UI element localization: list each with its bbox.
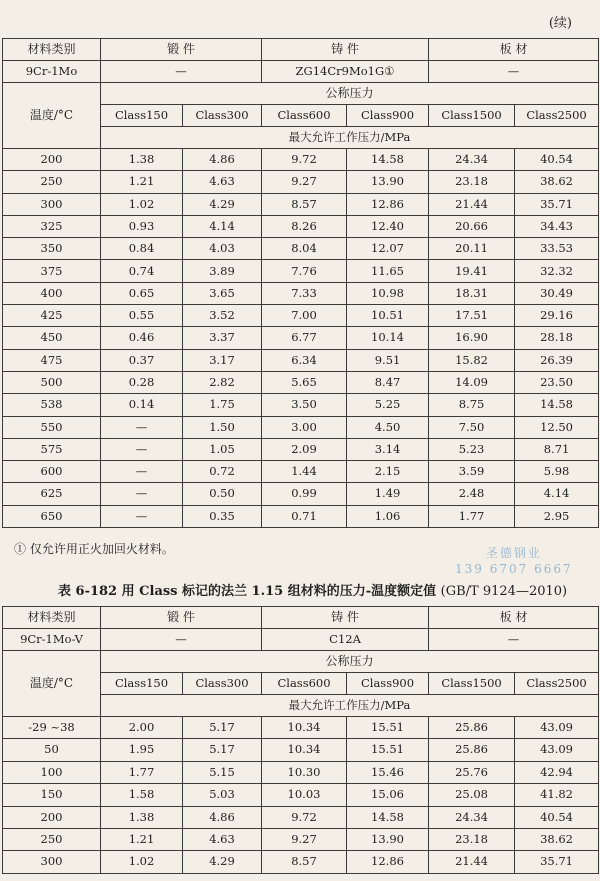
forging-header: 锻 件: [101, 607, 262, 629]
pressure-cell: 8.47: [347, 371, 429, 393]
temperature-cell: 50: [3, 739, 101, 761]
pressure-cell: 9.51: [347, 349, 429, 371]
pressure-cell: 21.44: [429, 193, 515, 215]
pressure-cell: 4.03: [183, 238, 262, 260]
watermark-company: 圣德钢业: [485, 546, 542, 560]
pressure-cell: 15.46: [347, 761, 429, 783]
table-row: [3, 260, 599, 282]
pressure-cell: 38.62: [515, 828, 599, 850]
pressure-cell: 1.58: [101, 784, 183, 806]
pressure-cell: 12.07: [347, 238, 429, 260]
table-row: [3, 327, 599, 349]
temperature-cell: 300: [3, 193, 101, 215]
pressure-cell: 6.34: [262, 349, 347, 371]
casting-value: ZG14Cr9Mo1G①: [262, 61, 429, 83]
pressure-cell: 4.63: [183, 171, 262, 193]
plate-header: 板 材: [429, 607, 599, 629]
pressure-cell: 12.86: [347, 193, 429, 215]
pressure-cell: —: [101, 505, 183, 527]
table-row: [3, 717, 599, 739]
pressure-cell: 24.34: [429, 806, 515, 828]
pressure-cell: 41.82: [515, 784, 599, 806]
pressure-cell: 3.89: [183, 260, 262, 282]
table-row: [3, 149, 599, 171]
pressure-cell: 2.15: [347, 461, 429, 483]
pressure-cell: 0.93: [101, 215, 183, 237]
watermark: [455, 545, 573, 577]
temperature-cell: 100: [3, 761, 101, 783]
table-row: [3, 371, 599, 393]
pressure-cell: 33.53: [515, 238, 599, 260]
table-row: [3, 282, 599, 304]
pressure-cell: 3.17: [183, 349, 262, 371]
table-row: [3, 739, 599, 761]
table-row: [3, 394, 599, 416]
class-header: Class900: [347, 105, 429, 127]
pressure-cell: 1.77: [101, 761, 183, 783]
pressure-cell: 3.37: [183, 327, 262, 349]
temperature-cell: 550: [3, 416, 101, 438]
pressure-cell: 7.00: [262, 305, 347, 327]
pressure-cell: 4.86: [183, 806, 262, 828]
pressure-cell: 1.02: [101, 851, 183, 873]
pressure-cell: 25.86: [429, 717, 515, 739]
pressure-cell: —: [101, 416, 183, 438]
material-category-header: 材料类别: [3, 39, 101, 61]
pressure-cell: 15.51: [347, 739, 429, 761]
pressure-cell: 13.90: [347, 171, 429, 193]
pressure-cell: 8.75: [429, 394, 515, 416]
table-row: [3, 215, 599, 237]
pressure-cell: 42.94: [515, 761, 599, 783]
pressure-cell: 1.21: [101, 828, 183, 850]
class-header: Class2500: [515, 673, 599, 695]
pressure-cell: 6.77: [262, 327, 347, 349]
temperature-cell: 325: [3, 215, 101, 237]
pressure-cell: 19.41: [429, 260, 515, 282]
pressure-cell: 4.50: [347, 416, 429, 438]
temperature-cell: 575: [3, 438, 101, 460]
pressure-cell: 4.86: [183, 149, 262, 171]
pressure-cell: 14.58: [347, 806, 429, 828]
pressure-cell: 34.43: [515, 215, 599, 237]
pressure-cell: 13.90: [347, 828, 429, 850]
pressure-cell: 8.57: [262, 851, 347, 873]
class-header: Class600: [262, 105, 347, 127]
pressure-cell: 26.39: [515, 349, 599, 371]
pressure-cell: 1.05: [183, 438, 262, 460]
pressure-cell: 3.65: [183, 282, 262, 304]
temperature-cell: 400: [3, 282, 101, 304]
pressure-cell: 3.52: [183, 305, 262, 327]
pressure-cell: 20.11: [429, 238, 515, 260]
class-header: Class150: [101, 673, 183, 695]
pressure-cell: 43.09: [515, 717, 599, 739]
temperature-cell: -29 ~38: [3, 717, 101, 739]
pressure-cell: 0.28: [101, 371, 183, 393]
forging-header: 锻 件: [101, 39, 262, 61]
pressure-cell: 1.95: [101, 739, 183, 761]
pressure-cell: 9.27: [262, 828, 347, 850]
pressure-cell: 35.71: [515, 851, 599, 873]
pressure-cell: 0.99: [262, 483, 347, 505]
pressure-cell: 25.76: [429, 761, 515, 783]
temperature-header: 温度/°C: [3, 83, 101, 149]
table-row: [3, 461, 599, 483]
temperature-cell: 450: [3, 327, 101, 349]
temperature-cell: 350: [3, 238, 101, 260]
class-header: Class300: [183, 105, 262, 127]
material-category-header: 材料类别: [3, 607, 101, 629]
pressure-cell: 9.72: [262, 149, 347, 171]
pressure-cell: 7.50: [429, 416, 515, 438]
table-row: [3, 483, 599, 505]
pressure-cell: 23.50: [515, 371, 599, 393]
temperature-cell: 425: [3, 305, 101, 327]
pressure-cell: 0.46: [101, 327, 183, 349]
table-row: [3, 193, 599, 215]
pressure-cell: 0.37: [101, 349, 183, 371]
caption-title: 表 6-182 用 Class 标记的法兰 1.15 组材料的压力-温度额定值: [58, 584, 437, 599]
plate-header: 板 材: [429, 39, 599, 61]
class-header: Class150: [101, 105, 183, 127]
pressure-cell: 1.50: [183, 416, 262, 438]
pressure-cell: 8.26: [262, 215, 347, 237]
table-row: [3, 784, 599, 806]
temperature-cell: 250: [3, 828, 101, 850]
pressure-cell: 0.50: [183, 483, 262, 505]
material-name: 9Cr-1Mo-V: [3, 629, 101, 651]
pressure-cell: 40.54: [515, 149, 599, 171]
pressure-cell: 12.40: [347, 215, 429, 237]
continued-label: (续): [548, 16, 572, 31]
pressure-cell: 18.31: [429, 282, 515, 304]
footnote: ① 仅允许用正火加回火材料。: [14, 542, 174, 556]
pressure-cell: 1.44: [262, 461, 347, 483]
pressure-cell: 3.59: [429, 461, 515, 483]
pressure-cell: 5.23: [429, 438, 515, 460]
pressure-cell: 14.09: [429, 371, 515, 393]
pressure-cell: 7.33: [262, 282, 347, 304]
table-caption: [58, 580, 567, 599]
table-row: [3, 349, 599, 371]
pressure-cell: 5.98: [515, 461, 599, 483]
pressure-cell: 0.35: [183, 505, 262, 527]
temperature-cell: 538: [3, 394, 101, 416]
class-header: Class1500: [429, 673, 515, 695]
pressure-cell: 3.00: [262, 416, 347, 438]
pressure-cell: 14.58: [515, 394, 599, 416]
pressure-cell: 1.77: [429, 505, 515, 527]
pressure-cell: 10.03: [262, 784, 347, 806]
plate-value: —: [429, 61, 599, 83]
temperature-cell: 600: [3, 461, 101, 483]
plate-value: —: [429, 629, 599, 651]
pressure-cell: 0.72: [183, 461, 262, 483]
pressure-cell: 5.15: [183, 761, 262, 783]
temperature-cell: 625: [3, 483, 101, 505]
table-row: [3, 238, 599, 260]
max-working-pressure-header: 最大允许工作压力/MPa: [101, 127, 599, 149]
pressure-cell: 15.06: [347, 784, 429, 806]
pressure-cell: 15.51: [347, 717, 429, 739]
pressure-cell: 1.21: [101, 171, 183, 193]
pressure-cell: 4.14: [183, 215, 262, 237]
pressure-cell: 11.65: [347, 260, 429, 282]
pressure-cell: 10.30: [262, 761, 347, 783]
pressure-cell: 23.18: [429, 171, 515, 193]
pressure-cell: 1.75: [183, 394, 262, 416]
pressure-cell: 4.14: [515, 483, 599, 505]
pressure-cell: 8.04: [262, 238, 347, 260]
table-row: [3, 416, 599, 438]
pressure-cell: 0.74: [101, 260, 183, 282]
pressure-cell: 17.51: [429, 305, 515, 327]
pressure-cell: 12.86: [347, 851, 429, 873]
pressure-cell: 10.14: [347, 327, 429, 349]
temperature-cell: 200: [3, 806, 101, 828]
pressure-cell: 25.08: [429, 784, 515, 806]
table-row: [3, 806, 599, 828]
pressure-cell: 10.98: [347, 282, 429, 304]
pressure-cell: 4.29: [183, 851, 262, 873]
pressure-cell: 2.82: [183, 371, 262, 393]
pressure-cell: 2.48: [429, 483, 515, 505]
casting-header: 铸 件: [262, 39, 429, 61]
pressure-temperature-table-1: [2, 38, 599, 528]
pressure-cell: 8.57: [262, 193, 347, 215]
casting-value: C12A: [262, 629, 429, 651]
pressure-cell: 1.06: [347, 505, 429, 527]
table-row: [3, 761, 599, 783]
pressure-cell: 2.95: [515, 505, 599, 527]
temperature-cell: 375: [3, 260, 101, 282]
pressure-cell: 5.17: [183, 739, 262, 761]
pressure-cell: —: [101, 438, 183, 460]
temperature-cell: 150: [3, 784, 101, 806]
table-row: [3, 438, 599, 460]
material-name: 9Cr-1Mo: [3, 61, 101, 83]
nominal-pressure-header: 公称压力: [101, 83, 599, 105]
pressure-cell: 9.72: [262, 806, 347, 828]
class-header: Class600: [262, 673, 347, 695]
class-header: Class1500: [429, 105, 515, 127]
pressure-cell: 1.02: [101, 193, 183, 215]
pressure-cell: 2.09: [262, 438, 347, 460]
pressure-cell: 24.34: [429, 149, 515, 171]
pressure-cell: 16.90: [429, 327, 515, 349]
pressure-cell: 4.63: [183, 828, 262, 850]
pressure-cell: 3.14: [347, 438, 429, 460]
pressure-cell: 12.50: [515, 416, 599, 438]
caption-standard: (GB/T 9124—2010): [440, 584, 568, 599]
pressure-cell: 43.09: [515, 739, 599, 761]
pressure-cell: 4.29: [183, 193, 262, 215]
pressure-cell: 5.25: [347, 394, 429, 416]
pressure-cell: 20.66: [429, 215, 515, 237]
table-row: [3, 305, 599, 327]
forging-value: —: [101, 61, 262, 83]
pressure-cell: 25.86: [429, 739, 515, 761]
pressure-cell: 15.82: [429, 349, 515, 371]
pressure-cell: 38.62: [515, 171, 599, 193]
pressure-cell: 32.32: [515, 260, 599, 282]
pressure-cell: 35.71: [515, 193, 599, 215]
table-row: [3, 171, 599, 193]
pressure-cell: 1.38: [101, 806, 183, 828]
temperature-cell: 200: [3, 149, 101, 171]
pressure-cell: 5.65: [262, 371, 347, 393]
pressure-cell: 3.50: [262, 394, 347, 416]
pressure-cell: 30.49: [515, 282, 599, 304]
pressure-cell: 40.54: [515, 806, 599, 828]
temperature-cell: 250: [3, 171, 101, 193]
watermark-phone: 139 6707 6667: [455, 562, 573, 576]
class-header: Class2500: [515, 105, 599, 127]
pressure-cell: 10.34: [262, 717, 347, 739]
pressure-cell: 21.44: [429, 851, 515, 873]
pressure-cell: 7.76: [262, 260, 347, 282]
temperature-cell: 500: [3, 371, 101, 393]
table-row: [3, 505, 599, 527]
pressure-cell: 23.18: [429, 828, 515, 850]
pressure-cell: 2.00: [101, 717, 183, 739]
nominal-pressure-header: 公称压力: [101, 651, 599, 673]
pressure-temperature-table-2: [2, 606, 599, 874]
pressure-cell: 0.65: [101, 282, 183, 304]
max-working-pressure-header: 最大允许工作压力/MPa: [101, 695, 599, 717]
pressure-cell: 0.71: [262, 505, 347, 527]
pressure-cell: 28.18: [515, 327, 599, 349]
temperature-cell: 475: [3, 349, 101, 371]
temperature-header: 温度/°C: [3, 651, 101, 717]
pressure-cell: 0.55: [101, 305, 183, 327]
pressure-cell: 29.16: [515, 305, 599, 327]
pressure-cell: 14.58: [347, 149, 429, 171]
class-header: Class900: [347, 673, 429, 695]
pressure-cell: 0.14: [101, 394, 183, 416]
table-row: [3, 851, 599, 873]
pressure-cell: 9.27: [262, 171, 347, 193]
pressure-cell: 10.34: [262, 739, 347, 761]
temperature-cell: 300: [3, 851, 101, 873]
temperature-cell: 650: [3, 505, 101, 527]
pressure-cell: 5.03: [183, 784, 262, 806]
pressure-cell: —: [101, 483, 183, 505]
pressure-cell: —: [101, 461, 183, 483]
pressure-cell: 10.51: [347, 305, 429, 327]
class-header: Class300: [183, 673, 262, 695]
pressure-cell: 5.17: [183, 717, 262, 739]
casting-header: 铸 件: [262, 607, 429, 629]
pressure-cell: 8.71: [515, 438, 599, 460]
table-row: [3, 828, 599, 850]
pressure-cell: 1.38: [101, 149, 183, 171]
pressure-cell: 1.49: [347, 483, 429, 505]
pressure-cell: 0.84: [101, 238, 183, 260]
forging-value: —: [101, 629, 262, 651]
